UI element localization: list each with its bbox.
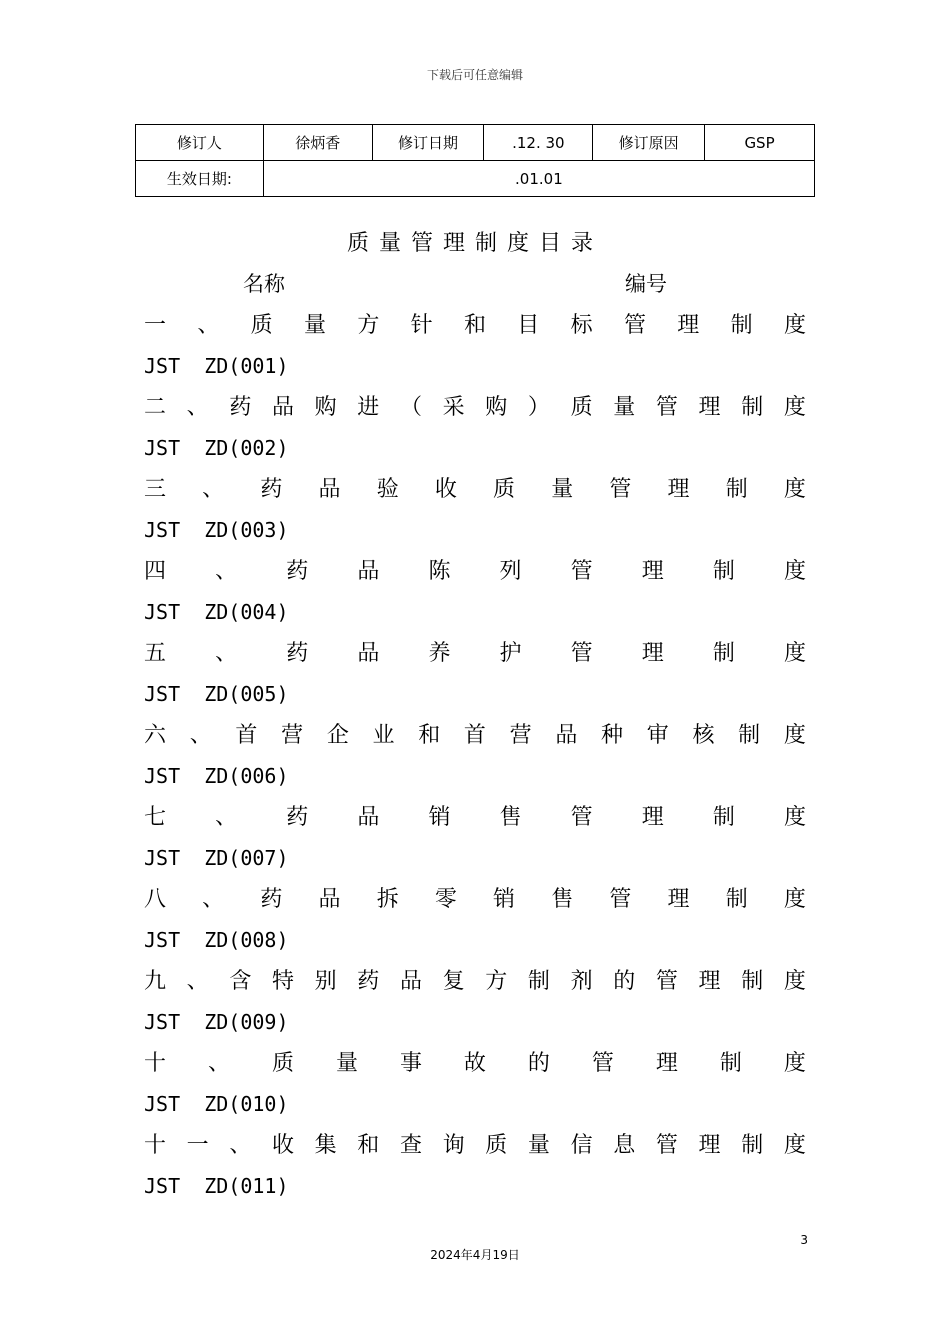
- revision-date-value: .12. 30: [484, 125, 593, 161]
- revision-row: [136, 125, 815, 161]
- toc-entry-title: 七 、 药 品 销 售 管 理 制 度: [144, 805, 806, 830]
- toc-entry-title: 九 、 含 特 别 药 品 复 方 制 剂 的 管 理 制 度: [144, 969, 806, 994]
- toc-entry-title: 二 、 药 品 购 进 （ 采 购 ） 质 量 管 理 制 度: [144, 395, 806, 420]
- toc-list: [144, 305, 806, 1207]
- page-number: 3: [800, 1233, 808, 1247]
- toc-entry-code: JST ZD(009): [144, 1010, 289, 1034]
- revision-date-label: 修订日期: [372, 125, 484, 161]
- effective-row: [136, 161, 815, 197]
- toc-entry-code: JST ZD(008): [144, 928, 289, 952]
- toc-entry-title: 三 、 药 品 验 收 质 量 管 理 制 度: [144, 477, 806, 502]
- toc-entry-code: JST ZD(011): [144, 1174, 289, 1198]
- toc-entry-code: JST ZD(001): [144, 354, 289, 378]
- toc-entry-title: 八 、 药 品 拆 零 销 售 管 理 制 度: [144, 887, 806, 912]
- toc-entry-title: 五 、 药 品 养 护 管 理 制 度: [144, 641, 806, 666]
- column-header-code: 编号: [625, 272, 667, 296]
- toc-entry-title: 十 一 、 收 集 和 查 询 质 量 信 息 管 理 制 度: [144, 1133, 806, 1158]
- doc-title: 质量管理制度目录: [346, 231, 603, 256]
- toc-entry-title: 十 、 质 量 事 故 的 管 理 制 度: [144, 1051, 806, 1076]
- revision-table: [135, 124, 815, 197]
- footer-date: 2024年4月19日: [430, 1248, 520, 1262]
- revision-reason-label: 修订原因: [593, 125, 705, 161]
- toc-entry-code: JST ZD(002): [144, 436, 289, 460]
- revision-reason-value: GSP: [705, 125, 815, 161]
- toc-entry-code: JST ZD(010): [144, 1092, 289, 1116]
- reviser-value: 徐炳香: [263, 125, 372, 161]
- effective-date-label: 生效日期:: [136, 161, 264, 197]
- toc-entry-title: 六 、 首 营 企 业 和 首 营 品 种 审 核 制 度: [144, 723, 806, 748]
- effective-date-value: .01.01: [263, 161, 814, 197]
- header-note: 下载后可任意编辑: [426, 68, 523, 82]
- reviser-label: 修订人: [136, 125, 264, 161]
- toc-entry-code: JST ZD(003): [144, 518, 289, 542]
- toc-entry-title: 一 、 质 量 方 针 和 目 标 管 理 制 度: [144, 313, 806, 338]
- toc-entry-code: JST ZD(007): [144, 846, 289, 870]
- toc-entry-title: 四 、 药 品 陈 列 管 理 制 度: [144, 559, 806, 584]
- toc-entry-code: JST ZD(006): [144, 764, 289, 788]
- toc-entry-code: JST ZD(005): [144, 682, 289, 706]
- toc-entry-code: JST ZD(004): [144, 600, 289, 624]
- column-header-name: 名称: [243, 272, 285, 296]
